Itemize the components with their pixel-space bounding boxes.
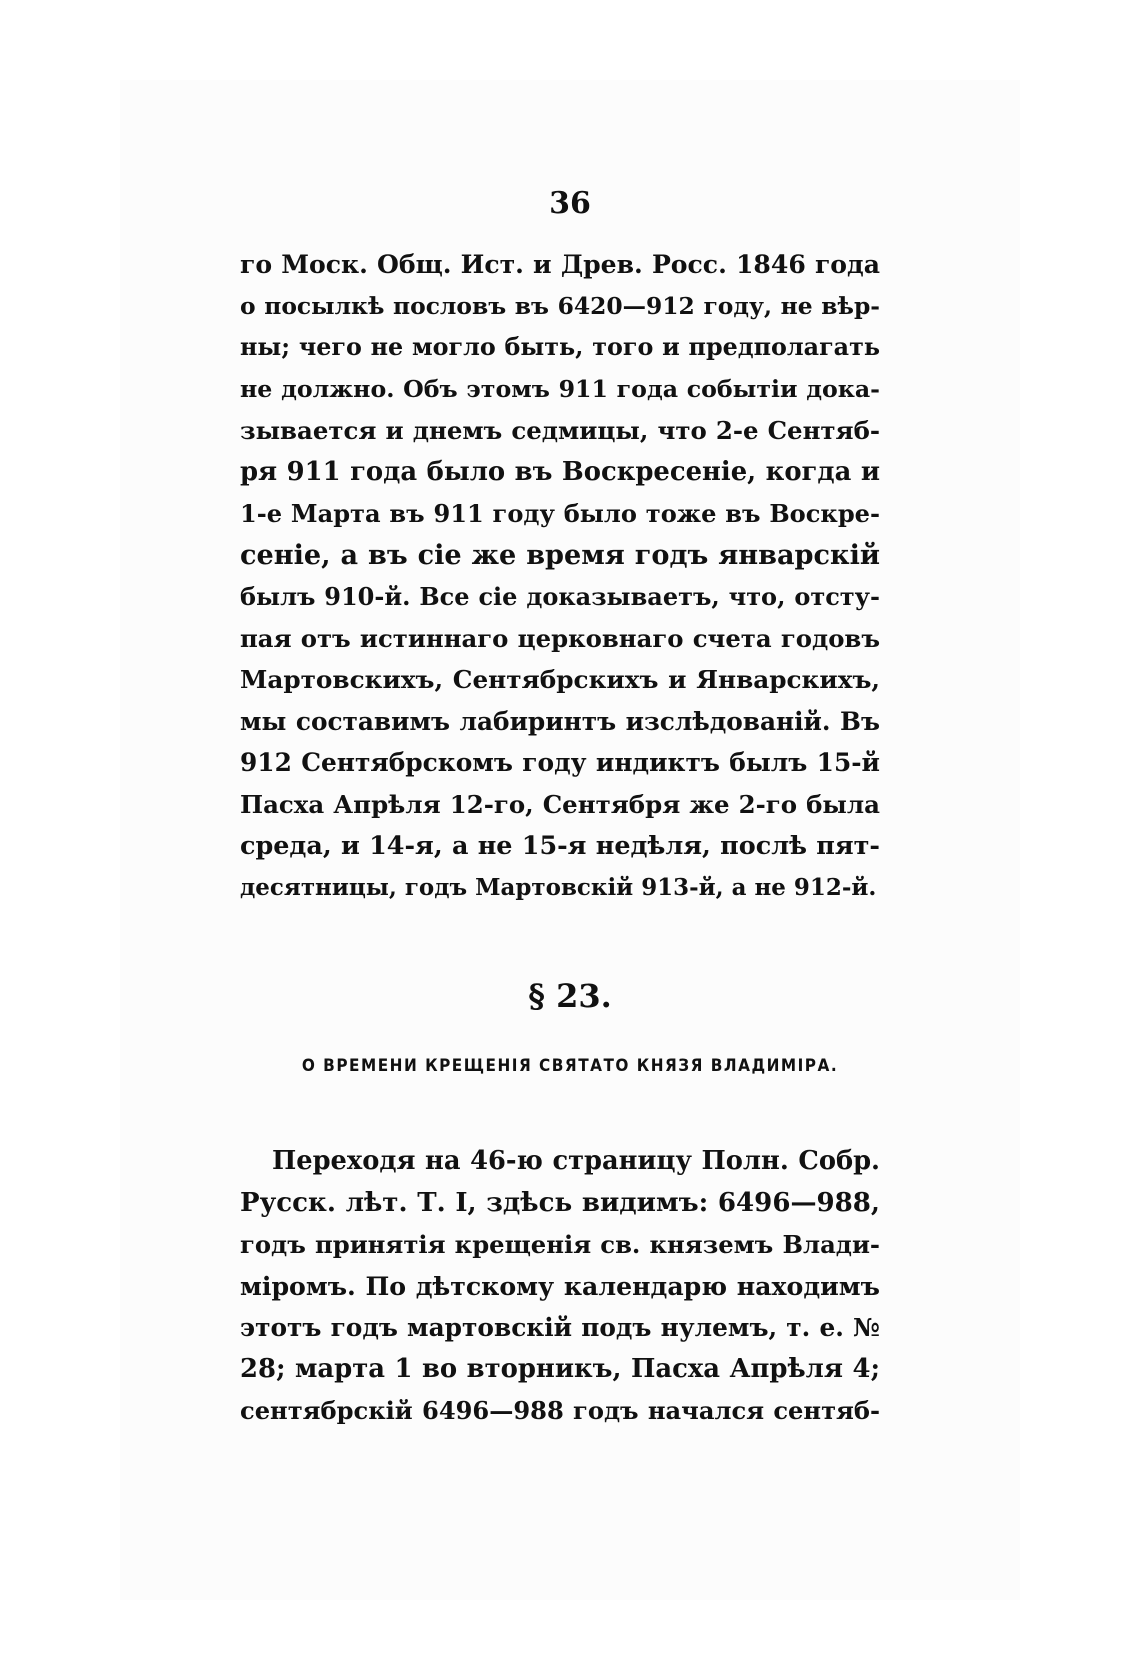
section-title: О ВРЕМЕНИ КРЕЩЕНІЯ СВЯТАТО КНЯЗЯ ВЛАДИМІРА. — [301, 1056, 839, 1076]
paragraph-continuation — [240, 244, 880, 908]
text-line: Русск. лѣт. Т. I, здѣсь видимъ: 6496—988, — [240, 1187, 880, 1218]
text-line: пая отъ истиннаго церковнаго счета годовъ — [240, 623, 880, 653]
text-line: о посылкѣ пословъ въ 6420—912 году, не вѣр- — [240, 291, 880, 320]
page-number: 36 — [549, 186, 591, 221]
text-line: Мартовскихъ, Сентябрскихъ и Январскихъ, — [240, 665, 880, 694]
text-line: Пасха Апрѣля 12-го, Сентября же 2-го была — [240, 789, 880, 819]
text-line: міромъ. По дѣтскому календарю находимъ — [240, 1270, 880, 1301]
text-line: 28; марта 1 во вторникъ, Пасха Апрѣля 4; — [240, 1353, 880, 1384]
text-line: ря 911 года было въ Воскресеніе, когда и — [240, 456, 880, 487]
text-line: 1-е Марта въ 911 году было тоже въ Воскре- — [240, 499, 880, 528]
text-line: среда, и 14-я, а не 15-я недѣля, послѣ пят- — [240, 830, 880, 860]
text-line: десятницы, годъ Мартовскій 913-й, а не 912-й. — [240, 873, 877, 901]
section-mark: § 23. — [528, 977, 612, 1015]
text-line: ны; чего не могло быть, того и предполагать — [240, 333, 880, 361]
text-line: го Моск. Общ. Ист. и Древ. Росс. 1846 года — [240, 249, 880, 279]
paragraph-section-23 — [240, 1141, 880, 1432]
text-line: сеніе, а въ сіе же время годъ январскій — [240, 539, 880, 571]
text-line: сентябрскій 6496—988 годъ начался сентяб- — [240, 1396, 880, 1425]
text-line: этотъ годъ мартовскій подъ нулемъ, т. е. № — [240, 1313, 880, 1342]
text-line: мы составимъ лабиринтъ изслѣдованій. Въ — [240, 706, 880, 736]
text-line: зывается и днемъ седмицы, что 2-е Сентяб- — [240, 416, 880, 445]
text-line: Переходя на 46-ю страницу Полн. Собр. — [272, 1146, 880, 1176]
text-line: не должно. Объ этомъ 911 года событіи дока- — [240, 374, 880, 403]
text-line: 912 Сентябрскомъ году индиктъ былъ 15-й — [240, 748, 880, 777]
text-line: годъ принятія крещенія св. княземъ Влади- — [240, 1230, 880, 1259]
text-line: былъ 910-й. Все сіе доказываетъ, что, отсту- — [240, 582, 880, 611]
